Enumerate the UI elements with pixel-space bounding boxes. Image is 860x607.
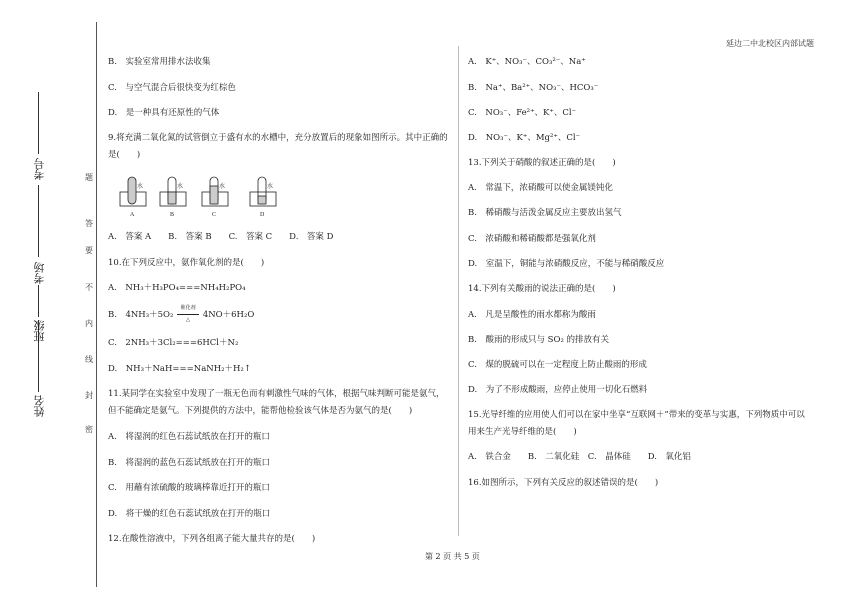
water-label: 水	[177, 184, 184, 190]
question-12-stem: 12.在酸性溶液中，下列各组离子能大量共存的是( )	[108, 534, 316, 544]
number-blank-line	[38, 92, 39, 154]
page-footer: 第 2 页 共 5 页	[425, 552, 480, 561]
dashed-word: 答	[85, 219, 93, 228]
question-11-stem-cont: 但不能确定是氨气。下列提供的方法中，能帮他检验该气体是否为氨气的是( )	[108, 406, 413, 416]
equation-right: 4NO＋6H₂O	[202, 310, 255, 320]
binding-label-room: 考场	[33, 262, 46, 284]
binding-border-line	[96, 22, 97, 587]
option-text: A. NH₃＋H₃PO₄===NH₄H₂PO₄	[108, 283, 246, 293]
question-11-stem: 11.某同学在实验室中发现了一瓶无色而有刺激性气味的气体，根据气味判断可能是氨气，	[108, 389, 445, 399]
catalyst-label: 催化剂	[180, 305, 196, 311]
option-text: D. 将干燥的红色石蕊试纸放在打开的瓶口	[108, 509, 271, 519]
exam-header: 延边二中北校区内部试题	[726, 39, 814, 48]
option-text	[108, 305, 255, 323]
option-text: C. 用蘸有浓硫酸的玻璃棒靠近打开的瓶口	[108, 483, 270, 493]
option-text: C. 2NH₃＋3Cl₂===6HCl＋N₂	[108, 338, 239, 348]
option-text: D. 是一种具有还原性的气体	[108, 108, 220, 118]
reaction-condition	[176, 305, 200, 323]
question-16-stem: 16.如图所示，下列有关反应的叙述错误的是( )	[468, 478, 659, 488]
dashed-word: 要	[85, 246, 93, 255]
option-text: D. NO₃⁻、K⁺、Mg²⁺、Cl⁻	[468, 133, 581, 143]
option-text: C. 煤的脱硫可以在一定程度上防止酸雨的形成	[468, 360, 647, 370]
figure-label-d: D	[260, 212, 265, 218]
question-9-figure	[118, 174, 278, 220]
water-label: 水	[267, 184, 274, 190]
dashed-word: 封	[85, 391, 93, 400]
option-text: B. 实验室常用排水法收集	[108, 57, 211, 67]
question-15-stem-cont: 用来生产光导纤维的是( )	[468, 427, 577, 437]
dashed-word: 密	[85, 425, 93, 434]
binding-label-name: 姓名	[33, 395, 46, 417]
question-9-stem-cont: 是( )	[108, 150, 141, 160]
question-14-stem: 14.下列有关酸雨的说法正确的是( )	[468, 284, 616, 294]
question-10-stem: 10.在下列反应中，氨作氧化剂的是( )	[108, 258, 265, 268]
option-text: B. 酸雨的形成只与 SO₂ 的排放有关	[468, 335, 610, 345]
heat-symbol: △	[186, 317, 191, 323]
figure-label-b: B	[170, 212, 175, 218]
option-text: C. 与空气混合后很快变为红棕色	[108, 83, 236, 93]
option-text: A. 常温下，浓硝酸可以使金属镁钝化	[468, 183, 613, 193]
class-blank-line	[38, 285, 39, 317]
equation-left: B. 4NH₃＋5O₂	[108, 310, 174, 320]
room-blank-line	[38, 185, 39, 257]
question-13-stem: 13.下列关于硝酸的叙述正确的是( )	[468, 158, 616, 168]
option-text: B. Na⁺、Ba²⁺、NO₃⁻、HCO₃⁻	[468, 83, 599, 93]
option-text: C. 浓硝酸和稀硝酸都是强氧化剂	[468, 234, 596, 244]
figure-label-a: A	[130, 212, 135, 218]
water-label: 水	[137, 184, 144, 190]
question-9-options: A. 答案 A B. 答案 B C. 答案 C D. 答案 D	[108, 232, 334, 242]
dashed-word: 内	[85, 319, 93, 328]
option-text: A. 将湿润的红色石蕊试纸放在打开的瓶口	[108, 432, 270, 442]
option-text: A. 凡是呈酸性的雨水都称为酸雨	[468, 310, 596, 320]
option-text: D. NH₃＋NaH===NaNH₂＋H₂↑	[108, 364, 251, 374]
option-text: B. 稀硝酸与活泼金属反应主要放出氢气	[468, 208, 622, 218]
dashed-word: 线	[85, 355, 93, 364]
option-text: C. NO₃⁻、Fe²⁺、K⁺、Cl⁻	[468, 108, 577, 118]
water-label: 水	[219, 184, 226, 190]
option-text: A. K⁺、NO₃⁻、CO₃²⁻、Na⁺	[468, 57, 586, 67]
question-15-stem: 15.光导纤维的应用使人们可以在家中坐享“互联网＋”带来的变革与实惠，下列物质中可以	[468, 410, 805, 420]
option-text: D. 为了不形成酸雨，应停止使用一切化石燃料	[468, 385, 648, 395]
option-text: D. 室温下，铜能与浓硝酸反应，不能与稀硝酸反应	[468, 259, 665, 269]
binding-label-class: 班级	[33, 320, 46, 342]
question-9-stem: 9.将充满二氧化氮的试管倒立于盛有水的水槽中，充分放置后的现象如图所示。其中正确的	[108, 133, 448, 143]
question-15-options: A. 铁合金 B. 二氧化硅 C. 晶体硅 D. 氧化铝	[468, 452, 691, 462]
dashed-word: 题	[85, 173, 93, 182]
option-text: B. 将湿润的蓝色石蕊试纸放在打开的瓶口	[108, 458, 270, 468]
column-divider	[458, 46, 459, 536]
binding-label-number: 考号	[33, 158, 46, 180]
figure-label-c: C	[212, 212, 217, 218]
dashed-word: 不	[85, 283, 93, 292]
